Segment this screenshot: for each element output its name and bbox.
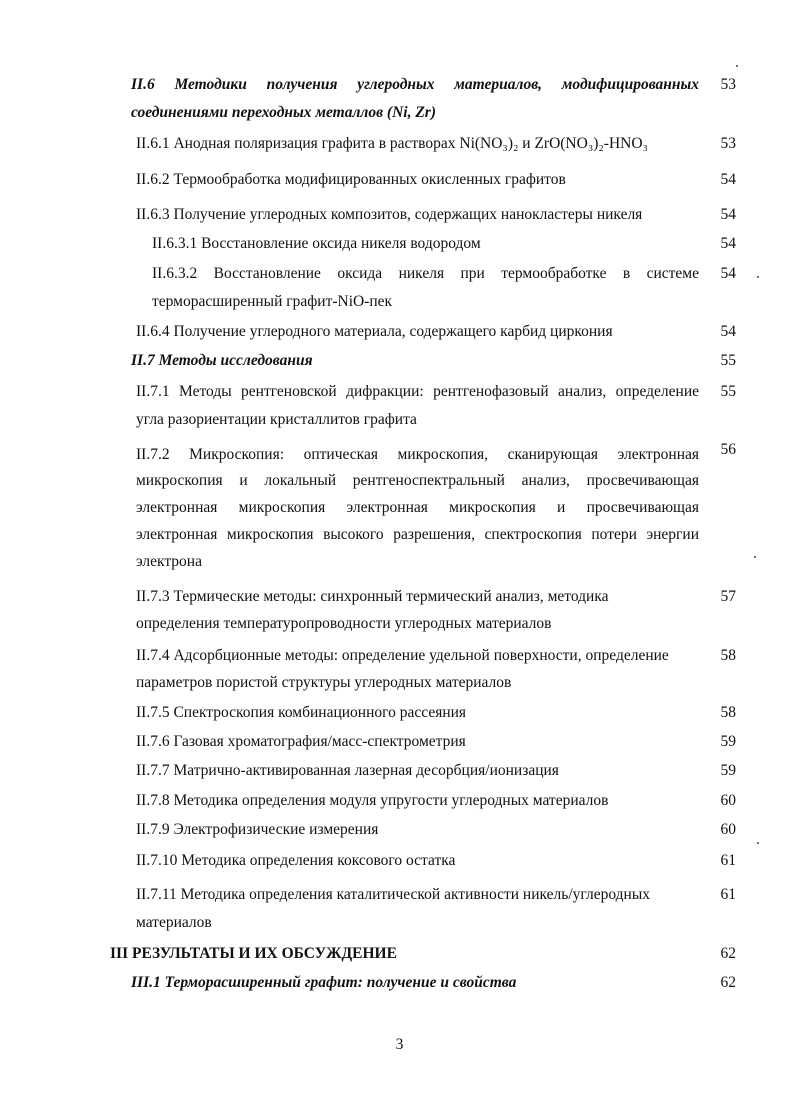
toc-page-number: 59	[720, 733, 736, 750]
toc-entry-title-line: терморасширенный графит-NiO-пек	[152, 293, 393, 310]
toc-page-number: 53	[720, 135, 736, 152]
toc-entry-title-line: угла разориентации кристаллитов графита	[136, 411, 417, 428]
toc-entry-title-line: II.6.4 Получение углеродного материала, содержащего карбид циркония	[136, 323, 613, 340]
page-number-footer: 3	[395, 1036, 404, 1053]
toc-page-number: 54	[720, 323, 736, 340]
toc-entry-title-line: II.7.3 Термические методы: синхронный термический анализ, методика	[136, 588, 609, 605]
toc-entry-title-line: II.7.8 Методика определения модуля упругости углеродных материалов	[136, 792, 609, 809]
toc-entry-title-line: II.7.10 Методика определения коксового остатка	[136, 852, 456, 869]
toc-page-number: 58	[720, 704, 736, 721]
scan-speck	[757, 276, 759, 278]
toc-entry-title-line: II.6.3.1 Восстановление оксида никеля водородом	[152, 235, 481, 252]
toc-page-number: 54	[720, 235, 736, 252]
toc-entry-title-line: микроскопия и локальный рентгеноспектральный анализ, просвечивающая	[136, 472, 699, 489]
toc-entry-title-line: II.6.2 Термообработка модифицированных окисленных графитов	[136, 171, 566, 188]
toc-entry-title-line: II.6.3 Получение углеродных композитов, содержащих нанокластеры никеля	[136, 206, 643, 223]
toc-entry-title-line: II.6 Методики получения углеродных материалов, модифицированных	[131, 76, 699, 93]
toc-entry-title-line: определения температуропроводности углеродных материалов	[136, 615, 552, 632]
toc-entry-title-line: электрона	[136, 553, 202, 570]
toc-page-number: 61	[720, 886, 736, 903]
toc-page-number: 56	[720, 441, 736, 458]
toc-page-number: 54	[720, 206, 736, 223]
toc-page-number: 57	[720, 588, 736, 605]
toc-page-number: 62	[720, 945, 736, 962]
toc-entry-title-line: III.1 Терморасширенный графит: получение и свойства	[131, 974, 517, 991]
scan-speck	[757, 842, 759, 844]
toc-entry-title-line: II.7.9 Электрофизические измерения	[136, 821, 379, 838]
toc-page-number: 54	[720, 265, 736, 282]
scan-speck	[754, 556, 756, 558]
toc-entry-title-line: II.7.5 Спектроскопия комбинационного рассеяния	[136, 704, 467, 721]
toc-entry-title-line: II.7.7 Матрично-активированная лазерная десорбция/ионизация	[136, 762, 559, 779]
toc-entry-title-line: II.7 Методы исследования	[131, 352, 313, 369]
toc-entry-title-line: соединениями переходных металлов (Ni, Zr)	[131, 104, 436, 121]
toc-entry-title-line: II.7.4 Адсорбционные методы: определение удельной поверхности, определение	[136, 647, 669, 664]
toc-entry-title-line: электронная микроскопия высокого разрешения, спектроскопия потери энергии	[136, 526, 699, 543]
toc-entry-title-line: II.7.6 Газовая хроматография/масс-спектрометрия	[136, 733, 466, 750]
toc-chapter-title: III РЕЗУЛЬТАТЫ И ИХ ОБСУЖДЕНИЕ	[110, 945, 397, 962]
toc-page-number: 60	[720, 821, 736, 838]
toc-entry-title-line: II.7.2 Микроскопия: оптическая микроскопия, сканирующая электронная	[136, 446, 699, 463]
toc-entry-title-line: электронная микроскопия электронная микроскопия и просвечивающая	[136, 499, 699, 516]
toc-entry-title-line: параметров пористой структуры углеродных материалов	[136, 674, 512, 691]
toc-page-number: 54	[720, 171, 736, 188]
toc-page-number: 55	[720, 352, 736, 369]
toc-page-number: 53	[720, 76, 736, 93]
toc-entry-title-line: II.6.1 Анодная поляризация графита в растворах Ni(NO₃)₂ и ZrO(NO₃)₂-HNO₃	[136, 135, 648, 152]
toc-page-number: 55	[720, 383, 736, 400]
toc-page-number: 62	[720, 974, 736, 991]
toc-page-number: 59	[720, 762, 736, 779]
scan-speck	[736, 65, 738, 67]
toc-page-number: 58	[720, 647, 736, 664]
toc-entry-title-line: II.7.11 Методика определения каталитической активности никель/углеродных	[136, 886, 650, 903]
toc-entry-title-line: материалов	[136, 914, 212, 931]
toc-page-number: 60	[720, 792, 736, 809]
toc-page-number: 61	[720, 852, 736, 869]
toc-entry-title-line: II.7.1 Методы рентгеновской дифракции: рентгенофазовый анализ, определение	[136, 383, 699, 400]
toc-entry-title-line: II.6.3.2 Восстановление оксида никеля при термообработке в системе	[152, 265, 699, 282]
